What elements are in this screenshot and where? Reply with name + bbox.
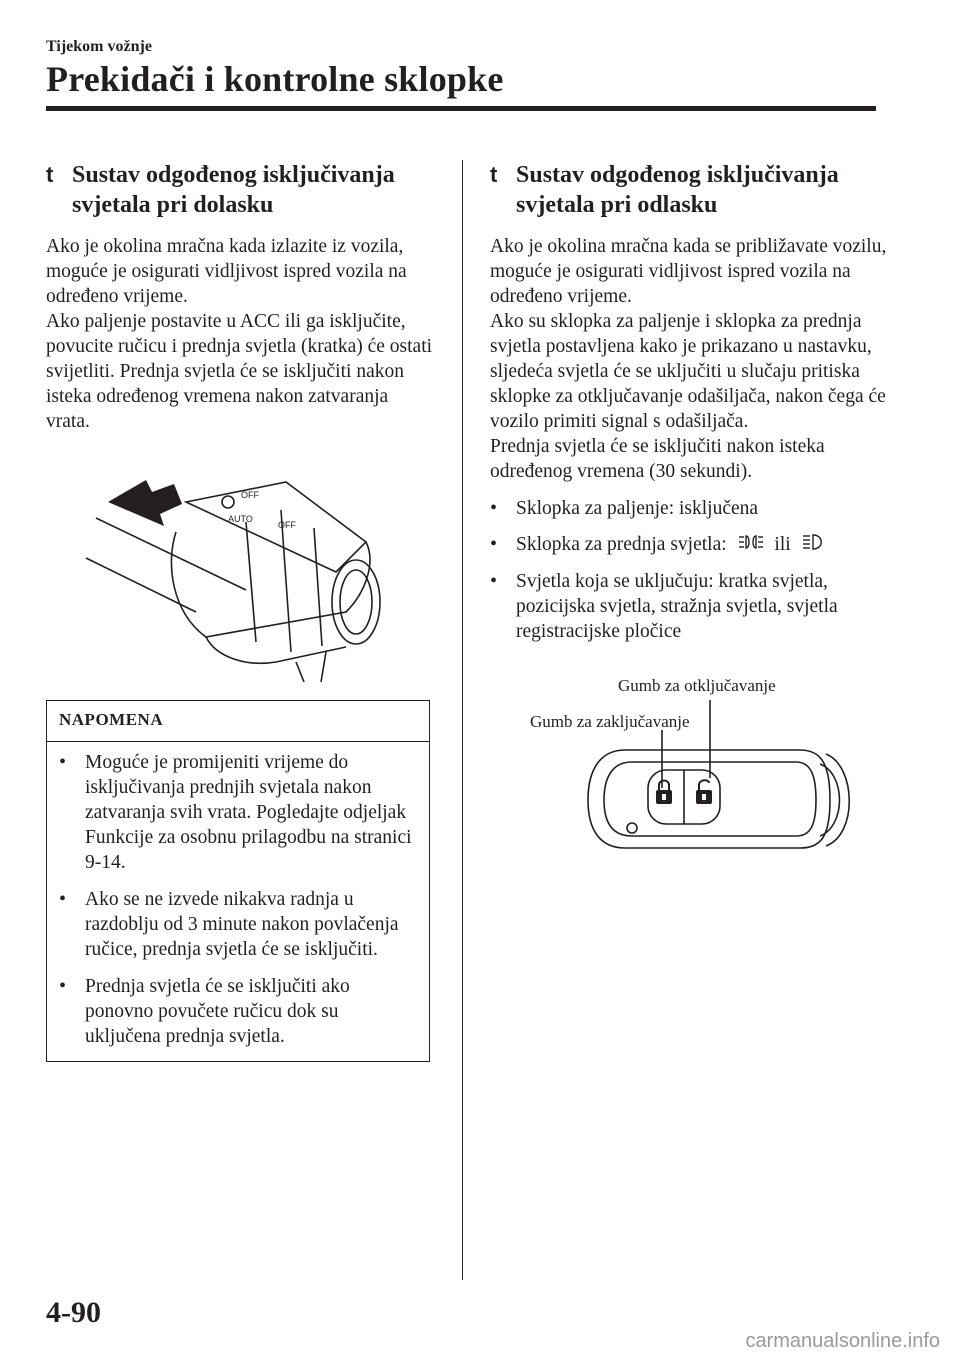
paragraph: Ako je okolina mračna kada se približavate vozilu, moguće je osigurati vidljivost ispred vozila na određeno vrijeme. xyxy=(490,236,887,307)
key-fob-drawing xyxy=(520,670,860,870)
page-number: 4-90 xyxy=(46,1296,101,1329)
note-item-text: Ako se ne izvede nikakva radnja u razdoblju od 3 minute nakon povlačenja ručice, prednja svjetla će se isključiti. xyxy=(85,889,399,960)
section-heading-arrival xyxy=(46,160,436,220)
note-box xyxy=(46,700,430,1062)
section-heading-text: Sustav odgođenog isključivanja svjetala pri dolasku xyxy=(72,162,395,218)
key-fob-illustration xyxy=(520,670,860,870)
bullet-dot-icon: • xyxy=(59,751,67,773)
bullet-dot-icon: • xyxy=(490,497,498,519)
paragraph: Ako paljenje postavite u ACC ili ga isključite, povucite ručicu i prednja svjetla (kratka) će ostati svijetliti. Prednja svjetla će se isključiti nakon isteka određenog vremena nakon zatvaranja vrata. xyxy=(46,311,433,432)
headlight-icon xyxy=(802,533,824,558)
note-item xyxy=(59,974,417,1049)
left-column xyxy=(46,160,436,1062)
bullet-dot-icon: • xyxy=(59,888,67,910)
list-item-text: Sklopka za paljenje: isključena xyxy=(516,498,759,519)
list-item-text: Svjetla koja se uključuju: kratka svjetla, pozicijska svjetla, stražnja svjetla, svjetla registracijske pločice xyxy=(516,571,838,643)
unlock-button-label: Gumb za otključavanje xyxy=(618,676,776,696)
bullet-dot-icon: • xyxy=(490,570,498,593)
page-title: Prekidači i kontrolne sklopke xyxy=(46,59,504,99)
parking-lights-icon xyxy=(738,533,764,558)
note-title: NAPOMENA xyxy=(47,701,429,742)
headlight-switch-label: Sklopka za prednja svjetla: xyxy=(516,534,727,555)
note-item xyxy=(59,887,417,962)
column-divider xyxy=(462,160,463,1280)
list-item xyxy=(490,532,890,558)
note-item-text: Prednja svjetla će se isključiti ako ponovno povučete ručicu dok su uključena prednja svjetla. xyxy=(85,976,350,1047)
section-heading-text: Sustav odgođenog isključivanja svjetala pri odlasku xyxy=(516,162,839,218)
title-rule xyxy=(46,106,876,111)
list-item-text xyxy=(516,532,890,558)
off-label: OFF xyxy=(278,520,296,530)
off-label: OFF xyxy=(241,490,259,500)
auto-label: AUTO xyxy=(228,514,253,524)
condition-list xyxy=(490,496,890,644)
paragraph: Ako su sklopka za paljenje i sklopka za prednja svjetla postavljena kako je prikazano u nastavku, sljedeća svjetla će se uključiti u slučaju pritiska sklopke za otključavanje odašiljača, nakon čega će vozilo primiti signal s odašiljača. xyxy=(490,311,886,432)
section-bullet: t xyxy=(46,162,54,187)
note-list xyxy=(47,742,429,1061)
paragraph: Prednja svjetla će se isključiti nakon isteka određenog vremena (30 sekundi). xyxy=(490,436,825,482)
or-label: ili xyxy=(774,534,791,555)
list-item xyxy=(490,496,890,521)
section-heading-departure xyxy=(490,160,890,220)
lock-button-label: Gumb za zaključavanje xyxy=(530,712,690,732)
right-column xyxy=(490,160,890,870)
paragraph: Ako je okolina mračna kada izlazite iz vozila, moguće je osigurati vidljivost ispred vozila na određeno vrijeme. xyxy=(46,236,407,307)
section-bullet: t xyxy=(490,162,498,187)
breadcrumb: Tijekom vožnje xyxy=(46,38,152,55)
steering-stalk-illustration xyxy=(46,462,436,682)
bullet-dot-icon: • xyxy=(490,533,498,555)
bullet-dot-icon: • xyxy=(59,975,67,997)
note-item xyxy=(59,750,417,875)
watermark: carmanualsonline.info xyxy=(745,1330,940,1352)
note-item-text: Moguće je promijeniti vrijeme do isključivanja prednjih svjetala nakon zatvaranja svih vrata. Pogledajte odjeljak Funkcije za osobnu prilagodbu na stranici 9-14. xyxy=(85,752,412,873)
stalk-drawing xyxy=(46,462,436,682)
list-item xyxy=(490,569,890,644)
